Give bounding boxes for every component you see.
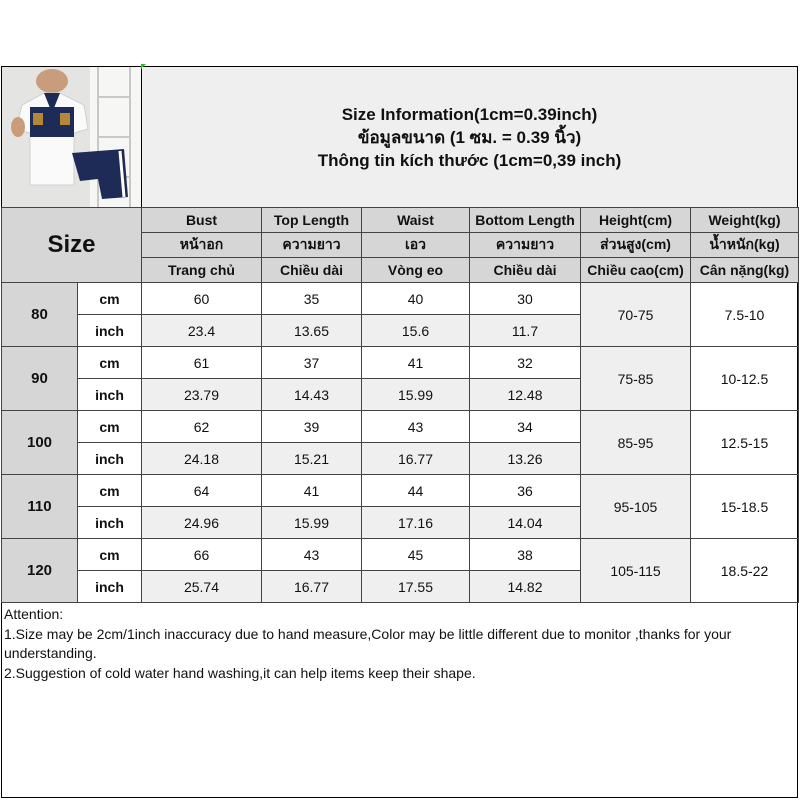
product-photo: [2, 67, 142, 208]
col-header: Bust: [142, 208, 262, 233]
unit-label: inch: [78, 507, 142, 539]
size-label: 100: [2, 411, 78, 475]
size-column-header: Size: [2, 208, 142, 283]
table-cell: 15.21: [262, 443, 362, 475]
table-cell: 11.7: [470, 315, 581, 347]
table-cell: 14.43: [262, 379, 362, 411]
col-header: Chiều cao(cm): [581, 258, 691, 283]
size-info-title: [142, 67, 797, 208]
col-header: น้ำหนัก(kg): [691, 233, 799, 258]
table-cell: 36: [470, 475, 581, 507]
table-cell: 23.4: [142, 315, 262, 347]
table-cell: 17.16: [362, 507, 470, 539]
table-cell: 66: [142, 539, 262, 571]
table-cell: 43: [362, 411, 470, 443]
table-cell: 14.82: [470, 571, 581, 603]
col-header: ความยาว: [470, 233, 581, 258]
table-cell: 17.55: [362, 571, 470, 603]
unit-label: cm: [78, 283, 142, 315]
table-cell: 16.77: [262, 571, 362, 603]
height-cell: 75-85: [581, 347, 691, 411]
table-cell: 13.26: [470, 443, 581, 475]
table-cell: 13.65: [262, 315, 362, 347]
unit-label: inch: [78, 571, 142, 603]
col-header: Trang chủ: [142, 258, 262, 283]
unit-label: cm: [78, 475, 142, 507]
table-row: [2, 283, 799, 315]
table-cell: 64: [142, 475, 262, 507]
col-header: ส่วนสูง(cm): [581, 233, 691, 258]
child-outfit-image: [2, 67, 141, 207]
weight-cell: 10-12.5: [691, 347, 799, 411]
table-cell: 12.48: [470, 379, 581, 411]
weight-cell: 15-18.5: [691, 475, 799, 539]
size-label: 90: [2, 347, 78, 411]
table-cell: 23.79: [142, 379, 262, 411]
table-cell: 38: [470, 539, 581, 571]
weight-cell: 18.5-22: [691, 539, 799, 603]
table-cell: 41: [262, 475, 362, 507]
table-row: [2, 411, 799, 443]
col-header: Bottom Length: [470, 208, 581, 233]
table-cell: 15.6: [362, 315, 470, 347]
col-header: Cân nặng(kg): [691, 258, 799, 283]
table-cell: 15.99: [262, 507, 362, 539]
table-cell: 60: [142, 283, 262, 315]
size-label: 80: [2, 283, 78, 347]
header-row-english: [2, 208, 799, 233]
table-cell: 24.96: [142, 507, 262, 539]
table-cell: 61: [142, 347, 262, 379]
table-cell: 43: [262, 539, 362, 571]
col-header: Chiều dài: [470, 258, 581, 283]
table-cell: 30: [470, 283, 581, 315]
col-header: Height(cm): [581, 208, 691, 233]
table-row: [2, 539, 799, 571]
col-header: เอว: [362, 233, 470, 258]
table-cell: 16.77: [362, 443, 470, 475]
unit-label: inch: [78, 379, 142, 411]
note-accuracy-cont: understanding.: [4, 645, 97, 661]
col-header: หน้าอก: [142, 233, 262, 258]
table-cell: 14.04: [470, 507, 581, 539]
table-cell: 34: [470, 411, 581, 443]
table-row: [2, 475, 799, 507]
unit-label: inch: [78, 443, 142, 475]
weight-cell: 7.5-10: [691, 283, 799, 347]
height-cell: 105-115: [581, 539, 691, 603]
unit-label: cm: [78, 539, 142, 571]
size-table: [1, 207, 799, 603]
table-cell: 32: [470, 347, 581, 379]
size-label: 110: [2, 475, 78, 539]
table-cell: 45: [362, 539, 470, 571]
col-header: Top Length: [262, 208, 362, 233]
size-label: 120: [2, 539, 78, 603]
weight-cell: 12.5-15: [691, 411, 799, 475]
col-header: Weight(kg): [691, 208, 799, 233]
table-cell: 24.18: [142, 443, 262, 475]
table-cell: 15.99: [362, 379, 470, 411]
title-english: Size Information(1cm=0.39inch): [341, 104, 598, 124]
notes-heading: Attention:: [4, 606, 64, 622]
title-thai: ข้อมูลขนาด (1 ซม. = 0.39 นิ้ว): [357, 127, 582, 147]
col-header: Waist: [362, 208, 470, 233]
attention-notes: [4, 605, 792, 683]
table-cell: 44: [362, 475, 470, 507]
title-vietnamese: Thông tin kích thước (1cm=0,39 inch): [317, 150, 622, 170]
unit-label: inch: [78, 315, 142, 347]
height-cell: 95-105: [581, 475, 691, 539]
table-cell: 40: [362, 283, 470, 315]
unit-label: cm: [78, 347, 142, 379]
table-cell: 35: [262, 283, 362, 315]
height-cell: 85-95: [581, 411, 691, 475]
col-header: Chiều dài: [262, 258, 362, 283]
table-row: [2, 347, 799, 379]
table-cell: 62: [142, 411, 262, 443]
col-header: Vòng eo: [362, 258, 470, 283]
note-washing: 2.Suggestion of cold water hand washing,it can help items keep their shape.: [4, 664, 476, 681]
unit-label: cm: [78, 411, 142, 443]
note-accuracy: 1.Size may be 2cm/1inch inaccuracy due to hand measure,Color may be little different due to monitor ,thanks for your: [4, 625, 732, 642]
table-cell: 41: [362, 347, 470, 379]
col-header: ความยาว: [262, 233, 362, 258]
height-cell: 70-75: [581, 283, 691, 347]
table-cell: 39: [262, 411, 362, 443]
table-cell: 25.74: [142, 571, 262, 603]
table-cell: 37: [262, 347, 362, 379]
